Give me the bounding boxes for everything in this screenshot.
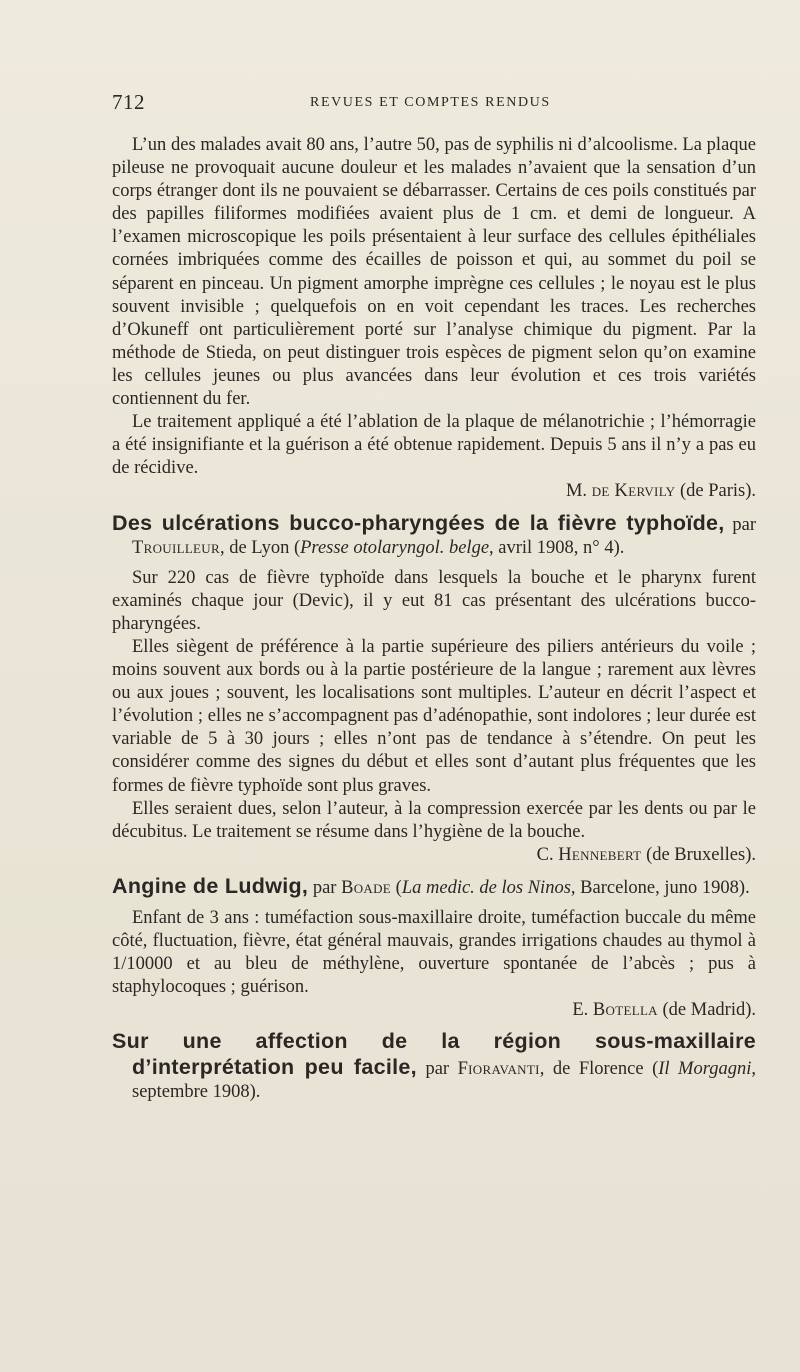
paragraph: Enfant de 3 ans : tuméfaction sous-maxillaire droite, tuméfaction buccale du même côté, fluctuation, fièvre, état général mauvais, grandes irrigations chaudes au thymol à 1/10000 et au bleu de méthylène, ouverture spontanée de l’abcès ; pus à staphylocoques ; guérison.: [112, 908, 756, 998]
author-name: Botella: [592, 1000, 658, 1021]
paragraph: Le traitement appliqué a été l’ablation de la plaque de mélanotrichie ; l’hémorragie a été insignifiante et la guérison a été obtenue rapidement. Depuis 5 ans il n’y a pas eu de récidive.: [112, 412, 756, 479]
paragraph: Sur 220 cas de fièvre typhoïde dans lesquels la bouche et le pharynx furent examinés chaque jour (Devic), il y eut 81 cas présentant des ulcérations bucco-pharyngées.: [112, 567, 756, 634]
page-body: [112, 134, 756, 1111]
article-heading: Angine de Ludwig, par Boade (La medic. de los Ninos, Barcelone, juno 1908).: [112, 873, 750, 898]
page-header: [112, 90, 756, 118]
article-author: Fioravanti: [457, 1058, 540, 1079]
paragraph: Elles seraient dues, selon l’auteur, à la compression exercée par les dents ou par le décubitus. Le traitement se résume dans l’hygiène de la bouche.: [112, 798, 756, 842]
article-sous-maxillaire: [112, 1030, 756, 1103]
signature: E. Botella (de Madrid).: [572, 1000, 756, 1021]
article-author: Boade: [341, 877, 392, 898]
author-name: Hennebert: [558, 844, 642, 865]
journal-name: Presse otolaryngol. belge: [300, 537, 490, 558]
journal-name: Il Morgagni: [658, 1058, 752, 1079]
signature: M. de Kervily (de Paris).: [565, 481, 756, 502]
paragraph: Elles siègent de préférence à la partie supérieure des piliers antérieurs du voile ; moins souvent aux bords ou à la partie postérieure de la langue ; rarement aux lèvres ou aux joues ; souvent, les localisations sont multiples. L’auteur en décrit l’aspect et l’évolution ; elles ne s’accompagnent pas d’adénopathie, sont indolores ; leur durée est variable de 5 à 30 jours ; elles n’ont pas de tendance à s’étendre. On peut les considérer comme des signes du début et elles sont d’autant plus fréquentes que les formes de fièvre typhoïde sont plus graves.: [112, 636, 756, 796]
running-title: REVUES ET COMPTES RENDUS: [310, 95, 551, 110]
article-angine-ludwig: [112, 875, 756, 1023]
author-name: de Kervily: [591, 481, 676, 502]
paragraph: L’un des malades avait 80 ans, l’autre 50, pas de syphilis ni d’alcoolisme. La plaque pileuse ne provoquait aucune douleur et les malades n’avaient que la sensation d’un corps étranger dont ils ne pouvaient se débarrasser. Certains de ces poils constitués par des papilles filiformes modifiées avaient plus de 1 cm. et demi de longueur. A l’examen microscopique les poils présentaient à leur surface des cellules épithéliales cornées imbriquées comme des écailles de poisson et qui, au sommet du poil se séparent en pinceau. Un pigment amorphe imprègne ces cellules ; le noyau est le plus souvent invisible ; quelquefois on en voit cependant les traces. Les recherches d’Okuneff ont particulièrement porté sur l’analyse chimique du pigment. Par la méthode de Stieda, on peut distinguer trois espèces de pigment selon qu’on examine les cellules jeunes ou plus avancées dans leur évolution et ces trois variétés contiennent du fer.: [112, 135, 756, 410]
article-author: Trouilleur: [132, 537, 220, 558]
signature: C. Hennebert (de Bruxelles).: [536, 844, 756, 865]
article-title: Angine de Ludwig,: [112, 873, 309, 898]
article-ulcerations: [112, 512, 756, 867]
page-number: 712: [112, 90, 145, 114]
article-title: Sur une affection de la région sous-maxillaire d’interprétation peu facile,: [112, 1029, 756, 1079]
article-heading: Des ulcérations bucco-pharyngées de la fièvre typhoïde, par Trouilleur, de Lyon (Presse otolaryngol. belge, avril 1908, n° 4).: [112, 510, 757, 558]
journal-name: La medic. de los Ninos: [401, 877, 571, 898]
article-title: Des ulcérations bucco-pharyngées de la fièvre typhoïde,: [112, 510, 725, 535]
article-heading: Sur une affection de la région sous-maxillaire d’interprétation peu facile, par Fioravanti, de Florence (Il Morgagni, septembre 1908).: [112, 1029, 756, 1102]
